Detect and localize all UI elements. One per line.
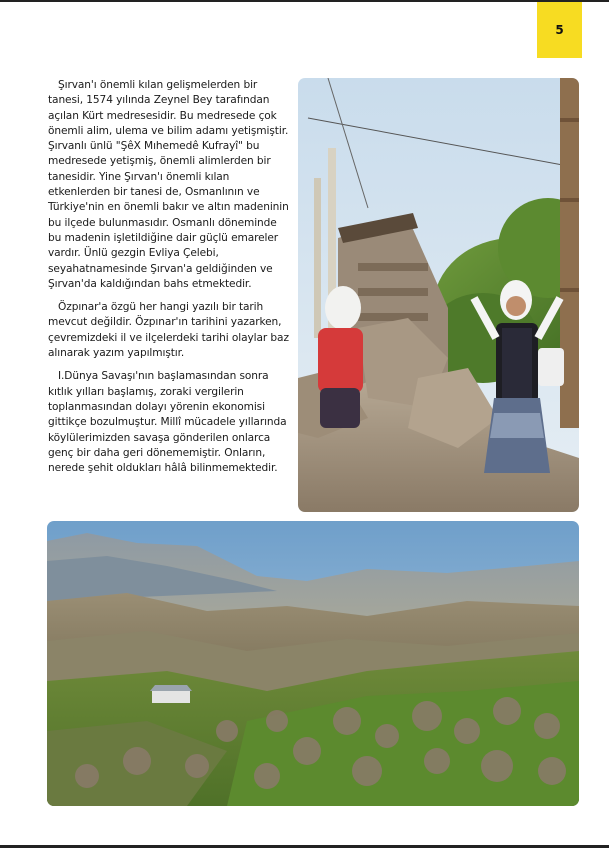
paragraph-1: Şırvan'ı önemli kılan gelişmelerden bir tanesi, 1574 yılında Zeynel Bey tarafından açılan Kürt medresesidir. Bu medresede çok önemli alim, ulema ve bilim adamı yetişmiştir. Şırvanlı ünlü "ŞêX Mıhemedê Kufrayî" bu medresede yetişmiş, önemli alimlerden bir tanesidir. Yine Şırvan'ı önemli kılan etkenlerden bir tanesi de, Osmanlının ve Türkiye'nin en önemli bakır ve altın madeninin bu ilçede bulunmasıdır. Osmanlı döneminde bu madenin işletildiğine dair güçlü emareler vardır. Ünlü gezgin Evliya Çelebi, seyahatnamesinde Şırvan'a geldiğinden ve Şırvan'da kaldığından bahs etmektedir. bbox=[48, 79, 289, 290]
page-number: 5 bbox=[555, 23, 564, 37]
page-number-tab bbox=[537, 2, 582, 58]
paragraph-2: Özpınar'a özgü her hangi yazılı bir tarih mevcut değildir. Özpınar'ın tarihini yazarken, çevremizdeki il ve ilçelerdeki tarihi olaylar baz alınarak yazım yapılmıştır. bbox=[48, 301, 289, 360]
mountain-valley-landscape-photo bbox=[47, 521, 579, 806]
article-text bbox=[48, 78, 292, 484]
women-on-rocky-hillside-photo bbox=[298, 78, 579, 512]
paragraph-3: I.Dünya Savaşı'nın başlamasından sonra kıtlık yılları başlamış, zoraki vergilerin toplanmasından dolayı yörenin ekonomisi gittikçe bozulmuştur. Millî mücadele yıllarında köylülerimizden savaşa gönderilen onlarca genç bir daha geri dönememiştir. Onların, nerede şehit oldukları hâlâ bilinmemektedir. bbox=[48, 370, 287, 475]
top-border bbox=[0, 0, 609, 2]
